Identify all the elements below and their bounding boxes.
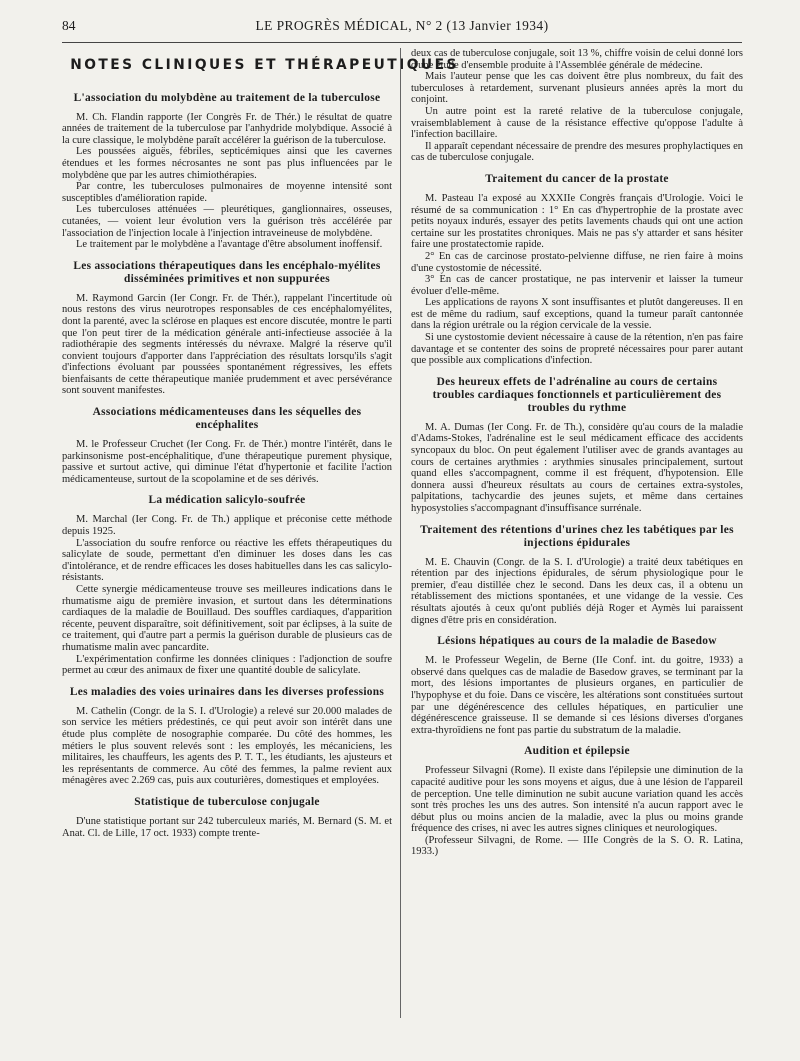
article-title-adrenaline: Des heureux effets de l'adrénaline au cours de certains troubles cardiaques fonctionnels et particulièrement des troubles du rythme — [432, 375, 722, 414]
paragraph: Si une cystostomie devient nécessaire à cause de la rétention, n'en pas faire davantage et se contenter des soins de propreté nécessaires pour parer autant que possible aux complications d'infection. — [411, 332, 743, 367]
paragraph: L'expérimentation confirme les données cliniques : l'adjonction de soufre permet au cœur des animaux de fixer une quantité double de salicylate. — [62, 653, 392, 677]
paragraph: Par contre, les tuberculoses pulmonaires de moyenne intensité sont susceptibles d'amélioration rapide. — [62, 181, 392, 204]
article-title-voies-urinaires: Les maladies des voies urinaires dans les diverses professions — [69, 685, 385, 698]
paragraph: Professeur Silvagni (Rome). Il existe dans l'épilepsie une diminution de la capacité auditive pour les sons moyens et aigus, due à une lésion de l'appareil de perception. Une telle diminution ne subit aucune variation quand les accès sont très proches les uns des autres. Son intensité n'a aucun rapport avec le début plus ou moins ancien de la maladie, avec la plus ou moins grande fréquence des crises, ni avec les autres signes cliniques et neurologiques. — [411, 765, 743, 835]
article-title-epilepsie: Audition et épilepsie — [524, 745, 630, 758]
paragraph: 2° En cas de carcinose prostato-pelvienne diffuse, ne rien faire à moins d'une cystostomie de nécessité. — [411, 250, 743, 274]
paragraph: Mais l'auteur pense que les cas doivent être plus nombreux, du fait des tuberculoses à retardement, survenant plusieurs années après la mort du conjoint. — [411, 71, 743, 106]
paragraph: M. le Professeur Cruchet (Ier Cong. Fr. de Thér.) montre l'intérêt, dans le parkinsonisme post-encéphalitique, d'une thérapeutique purement physique, passive et surtout active, qui diminue l'état d'hypertonie et facilite l'action médicamenteuse, surtout de la scopolamine et de ses dérivés. — [62, 439, 392, 485]
paragraph: M. Cathelin (Congr. de la S. I. d'Urologie) a relevé sur 20.000 malades de son service les métiers prédestinés, ce qui peut avoir son intérêt dans une étude plus complète de nosographie comparée. Du côté des hommes, les métiers le plus souvent relevés sont : les employés, les mécaniciens, les militaires, les chauffeurs, les agents des P. T. T., les étudiants, les ajusteurs et les représentants de commerce. Au côté des femmes, la palme revient aux ménagères avec 2.269 cas, puis aux couturières, domestiques et employées. — [62, 705, 392, 787]
paragraph: M. Marchal (Ier Cong. Fr. de Th.) applique et préconise cette méthode depuis 1925. — [62, 514, 392, 538]
right-column — [411, 48, 743, 858]
paragraph: Les applications de rayons X sont insuffisantes et plutôt dangereuses. Il en est de même du radium, sauf exceptions, quand la tumeur paraît cantonnée dans la région urétrale ou la région cervicale de la vessie. — [411, 297, 743, 332]
article-title-prostate: Traitement du cancer de la prostate — [485, 172, 669, 185]
left-column — [62, 48, 459, 839]
paragraph: D'une statistique portant sur 242 tuberculeux mariés, M. Bernard (S. M. et Anat. Cl. de Lille, 17 oct. 1933) compte trente- — [62, 815, 392, 839]
article-title-salicylo-soufree: La médication salicylo-soufrée — [148, 494, 306, 507]
paragraph: L'association du soufre renforce ou réactive les effets thérapeutiques du salicylate de soude, permettant d'en diminuer les doses dans les cas d'intolérance, et de rendre efficaces les doses habituelles dans les cas salicylo-résistants. — [62, 537, 392, 584]
article-title-molybdene: L'association du molybdène au traitement de la tuberculose — [73, 91, 381, 104]
paragraph: Les tuberculoses atténuées — pleurétiques, ganglionnaires, osseuses, cutanées, — voient leur évolution vers la guérison très accélérée par l'association de l'injection locale à l'injection intraveineuse de molybdène. — [62, 204, 392, 239]
running-header — [62, 18, 742, 40]
paragraph: Cette synergie médicamenteuse trouve ses meilleures indications dans le rhumatisme aigu de première invasion, et surtout dans les déterminations cardiaques de la maladie de Bouillaud. Des souffles cardiaques, d'apparition récente, peuvent disparaître, soit définitivement, soit par éclipses, à la suite de ce traitement, qui d'autre part a permis la guérison durable de plusieurs cas de rhumatisme malin avec pancardite. — [62, 584, 392, 653]
page-number: 84 — [62, 18, 76, 33]
header-rule — [62, 42, 742, 43]
paragraph: M. Raymond Garcin (Ier Congr. Fr. de Thér.), rappelant l'incertitude où nous restons des virus neurotropes responsables de ces encéphalomyélites, dont la parenté, avec la sclérose en plaques est encore discutée, montre le parti que l'on peut tirer de la médication générale anti-infectieuse associée à la radiothérapie des segments intéressés du névraxe. Malgré la réserve qu'il convient toujours d'apporter dans l'appréciation des résultats lorsqu'ils s'agit d'infections évoluant par poussées spontanément régressives, les effets bienfaisants de cette thérapeutique maniée prudemment et avec persévérance sont souvent manifestes. — [62, 292, 392, 397]
paragraph: M. Ch. Flandin rapporte (Ier Congrès Fr. de Thér.) le résultat de quatre années de traitement de la tuberculose par l'anhydride molybdique. Associé à la cure classique, le molybdène paraît accélérer la guérison de la tuberculose. — [62, 111, 392, 146]
article-title-retentions: Traitement des rétentions d'urines chez les tabétiques par les injections épidurales — [420, 523, 734, 549]
paragraph: M. E. Chauvin (Congr. de la S. I. d'Urologie) a traité deux tabétiques en rétention par des injections épidurales, de sérum physiologique pour le premier, d'eau distillée chez le second. Dans les deux cas, il a obtenu un rétablissement des mictions spontanées, et une vidange de la vessie. Ces résultats ajoutés à ceux qu'ont publiés déjà Roger et Aymès lui paraissent dignes d'être pris en considération. — [411, 556, 743, 626]
journal-header: LE PROGRÈS MÉDICAL, N° 2 (13 Janvier 1934) — [255, 18, 549, 33]
paragraph: deux cas de tuberculose conjugale, soit 13 %, chiffre voisin de celui donné lors d'une étude d'ensemble produite à l'Assemblée générale de médecine. — [411, 48, 743, 71]
article-title-encephalomyelites: Les associations thérapeutiques dans les encéphalo-myélites disséminées primitives et non suppurées — [73, 259, 381, 285]
article-title-tuberculose-conjugale: Statistique de tuberculose conjugale — [134, 795, 320, 808]
paragraph: M. Pasteau l'a exposé au XXXIIe Congrès français d'Urologie. Voici le résumé de sa communication : 1° En cas d'hypertrophie de la prostate avec petits noyaux indurés, essayer des petits lavements chauds qui ont une action certaine sur les prostatites chroniques. Mais ne pas s'y attarder et sans hésiter faire une prostatectomie rapide. — [411, 192, 743, 251]
paragraph: M. le Professeur Wegelin, de Berne (IIe Conf. int. du goitre, 1933) a observé dans quelques cas de maladie de Basedow graves, se terminant par la mort, des lésions importantes de plusieurs organes, en particulier de l'hypophyse et du foie. Dans ce viscère, les altérations sont constituées surtout par une dégénérescence des cellules hépatiques, en particulier une dégénérescence graisseuse. Il se demande si ces lésions diverses d'organes extra-thyroïdiens ne font pas partie du substratum de la maladie. — [411, 655, 743, 736]
column-rule — [400, 48, 401, 1018]
paragraph: (Professeur Silvagni, de Rome. — IIIe Congrès de la S. O. R. Latina, 1933.) — [411, 834, 743, 858]
paragraph: 3° En cas de cancer prostatique, ne pas intervenir et laisser la tumeur évoluer d'elle-même. — [411, 274, 743, 297]
page-title: NOTES CLINIQUES ET THÉRAPEUTIQUES — [70, 57, 459, 73]
article-title-sequelles: Associations médicamenteuses dans les séquelles des encéphalites — [92, 406, 362, 432]
article-title-basedow: Lésions hépatiques au cours de la maladie de Basedow — [437, 635, 717, 648]
paragraph: Les poussées aiguës, fébriles, septicémiques ainsi que les cavernes étendues et les formes nécrosantes ne sont pas plus influencées par le molybdène que par les autres chimiothérapies. — [62, 146, 392, 181]
paragraph: Il apparaît cependant nécessaire de prendre des mesures prophylactiques en cas de tuberculose conjugale. — [411, 140, 743, 164]
paragraph: M. A. Dumas (Ier Cong. Fr. de Th.), considère qu'au cours de la maladie d'Adams-Stokes, l'adrénaline est le seul médicament efficace des accidents syncopaux du bloc. On peut également l'utiliser avec de grands avantages au cours de certaines arythmies : arythmies sinusales principalement, surtout quand elles s'accompagnent, comme il est fréquent, d'hypotension. Elle donnera aussi d'heureux résultats au cours de certaines extra-systoles, palpitations, tachycardie des jeunes sujets, et même dans certaines hyposystolies s'accompagnant d'insuffisance surrénale. — [411, 421, 743, 514]
paragraph: Un autre point est la rareté relative de la tuberculose conjugale, vraisemblablement à cause de la résistance effective qu'oppose l'adulte à l'infection bacillaire. — [411, 105, 743, 141]
paragraph: Le traitement par le molybdène a l'avantage d'être absolument inoffensif. — [76, 239, 383, 251]
